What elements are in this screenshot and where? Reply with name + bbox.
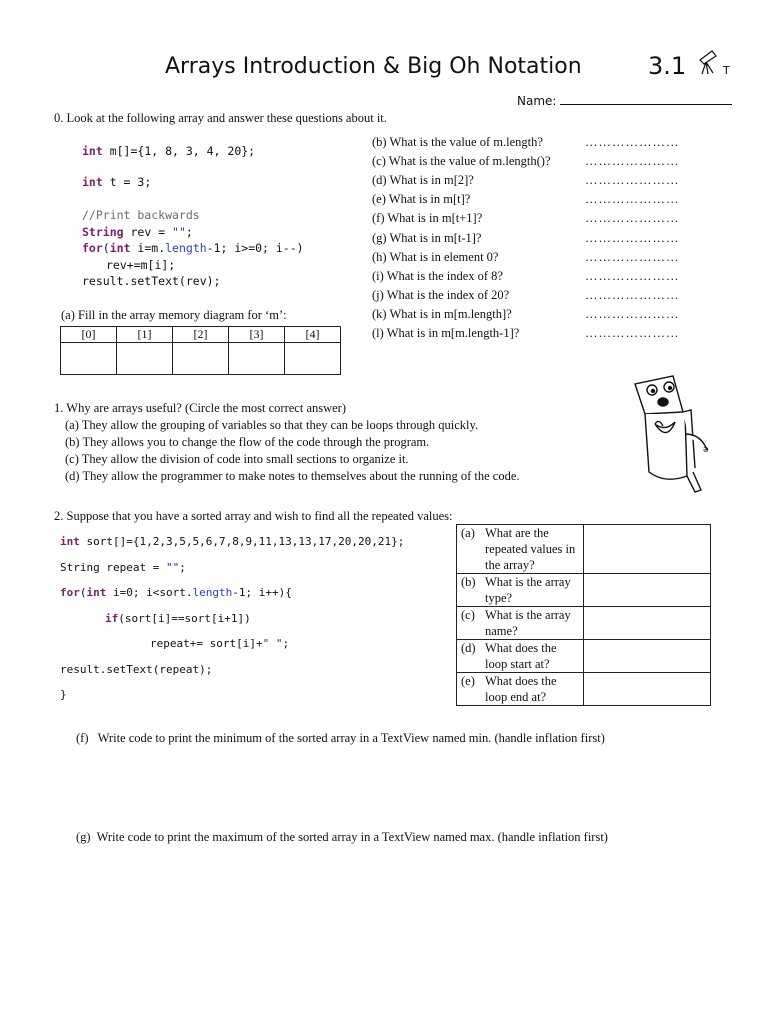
q2-part-f: (f) Write code to print the minimum of the sorted array in a TextView named min. (handle inflation first) (76, 731, 605, 745)
answer-blank[interactable]: ………………… (585, 173, 680, 187)
code-line: int t = 3; (82, 174, 152, 189)
answer-blank[interactable]: ………………… (585, 250, 680, 264)
memory-diagram-label: (a) Fill in the array memory diagram for ‘m’: (61, 308, 287, 322)
answer-cell[interactable] (584, 607, 711, 640)
question-cell: (e) What does the loop end at? (457, 673, 584, 706)
answer-blank[interactable]: ………………… (585, 288, 680, 302)
q2-code-block (60, 534, 404, 704)
code-line: for(int i=0; i<sort.length-1; i++){ (60, 586, 292, 599)
question-row: (i) What is the index of 8? ………………… (372, 269, 680, 283)
answer-cell[interactable] (584, 673, 711, 706)
q1-prompt: 1. Why are arrays useful? (Circle the most correct answer) (54, 401, 347, 415)
answer-option[interactable]: (b) They allows you to change the flow of the code through the program. (65, 435, 430, 449)
q2-answer-table (456, 524, 711, 706)
table-row (457, 673, 711, 706)
telescope-icon (696, 48, 720, 76)
answer-option[interactable]: (a) They allow the grouping of variables so that they can be loops through quickly. (65, 418, 479, 432)
q2-prompt: 2. Suppose that you have a sorted array and wish to find all the repeated values: (54, 509, 453, 523)
value-cell[interactable] (229, 343, 285, 375)
code-line: if(sort[i]==sort[i+1]) (105, 611, 251, 625)
table-row (457, 574, 711, 607)
value-cell[interactable] (285, 343, 341, 375)
code-line: String repeat = ""; (60, 560, 186, 574)
code-line: int m[]={1, 8, 3, 4, 20}; (82, 144, 256, 158)
code-line: result.setText(rev); (82, 274, 221, 288)
question-row: (b) What is the value of m.length? ………………… (372, 135, 680, 149)
index-cell: [2] (173, 327, 229, 343)
answer-option[interactable]: (c) They allow the division of code into small sections to organize it. (65, 452, 409, 466)
name-label: Name: (517, 94, 557, 108)
answer-blank[interactable]: ………………… (585, 135, 680, 149)
code-line: } (60, 688, 67, 701)
answer-cell[interactable] (584, 525, 711, 574)
question-row: (l) What is in m[m.length-1]? ………………… (372, 326, 680, 340)
answer-option[interactable]: (d) They allow the programmer to make notes to themselves about the running of the code. (65, 469, 520, 483)
answer-blank[interactable]: ………………… (585, 154, 680, 168)
code-line: int sort[]={1,2,3,5,5,6,7,8,9,11,13,13,17,20,20,21}; (60, 535, 405, 548)
question-row: (k) What is in m[m.length]? ………………… (372, 307, 680, 321)
index-cell: [3] (229, 327, 285, 343)
value-cell[interactable] (173, 343, 229, 375)
answer-blank[interactable]: ………………… (585, 211, 680, 225)
question-row: (f) What is in m[t+1]? ………………… (372, 211, 680, 225)
answer-blank[interactable]: ………………… (585, 231, 680, 245)
answer-area-f[interactable] (76, 752, 706, 822)
question-cell: (b) What is the array type? (457, 574, 584, 607)
question-row: (g) What is in m[t-1]? ………………… (372, 231, 680, 245)
code-line: String rev = ""; (82, 224, 193, 239)
question-cell: (d) What does the loop start at? (457, 640, 584, 673)
answer-blank[interactable]: ………………… (585, 326, 680, 340)
table-row (457, 640, 711, 673)
code-line: for(int i=m.length-1; i>=0; i--) (82, 241, 304, 255)
code-comment: //Print backwards (82, 208, 200, 222)
question-cell: (a) What are the repeated values in the array? (457, 525, 584, 574)
sock-puppet-illustration (625, 372, 720, 494)
question-row: (h) What is in element 0? ………………… (372, 250, 680, 264)
memory-diagram (60, 326, 341, 375)
index-cell: [4] (285, 327, 341, 343)
question-row: (e) What is in m[t]? ………………… (372, 192, 680, 206)
page-title: Arrays Introduction & Big Oh Notation (165, 54, 582, 79)
code-line: repeat+= sort[i]+" "; (150, 637, 290, 650)
q1-options (65, 417, 520, 485)
answer-blank[interactable]: ………………… (585, 307, 680, 321)
corner-mark: T (723, 64, 730, 77)
name-field[interactable] (517, 94, 732, 108)
index-cell: [1] (117, 327, 173, 343)
name-blank[interactable] (560, 94, 732, 105)
question-row: (c) What is the value of m.length()? ………………… (372, 154, 680, 168)
value-cell[interactable] (117, 343, 173, 375)
q2-part-g: (g) Write code to print the maximum of the sorted array in a TextView named max. (handle inflation first) (76, 830, 608, 844)
answer-cell[interactable] (584, 640, 711, 673)
table-row (457, 607, 711, 640)
q0-code-block (82, 143, 304, 290)
code-line: result.setText(repeat); (60, 662, 213, 676)
code-line: rev+=m[i]; (106, 257, 176, 272)
index-cell: [0] (61, 327, 117, 343)
question-row: (j) What is the index of 20? ………………… (372, 288, 680, 302)
value-cell[interactable] (61, 343, 117, 375)
answer-blank[interactable]: ………………… (585, 269, 680, 283)
question-cell: (c) What is the array name? (457, 607, 584, 640)
answer-cell[interactable] (584, 574, 711, 607)
answer-blank[interactable]: ………………… (585, 192, 680, 206)
answer-area-g[interactable] (76, 851, 706, 1001)
table-row (457, 525, 711, 574)
q0-prompt: 0. Look at the following array and answer these questions about it. (54, 111, 387, 125)
question-row: (d) What is in m[2]? ………………… (372, 173, 680, 187)
section-number: 3.1 (648, 52, 687, 80)
svg-text:ə: ə (703, 445, 709, 455)
